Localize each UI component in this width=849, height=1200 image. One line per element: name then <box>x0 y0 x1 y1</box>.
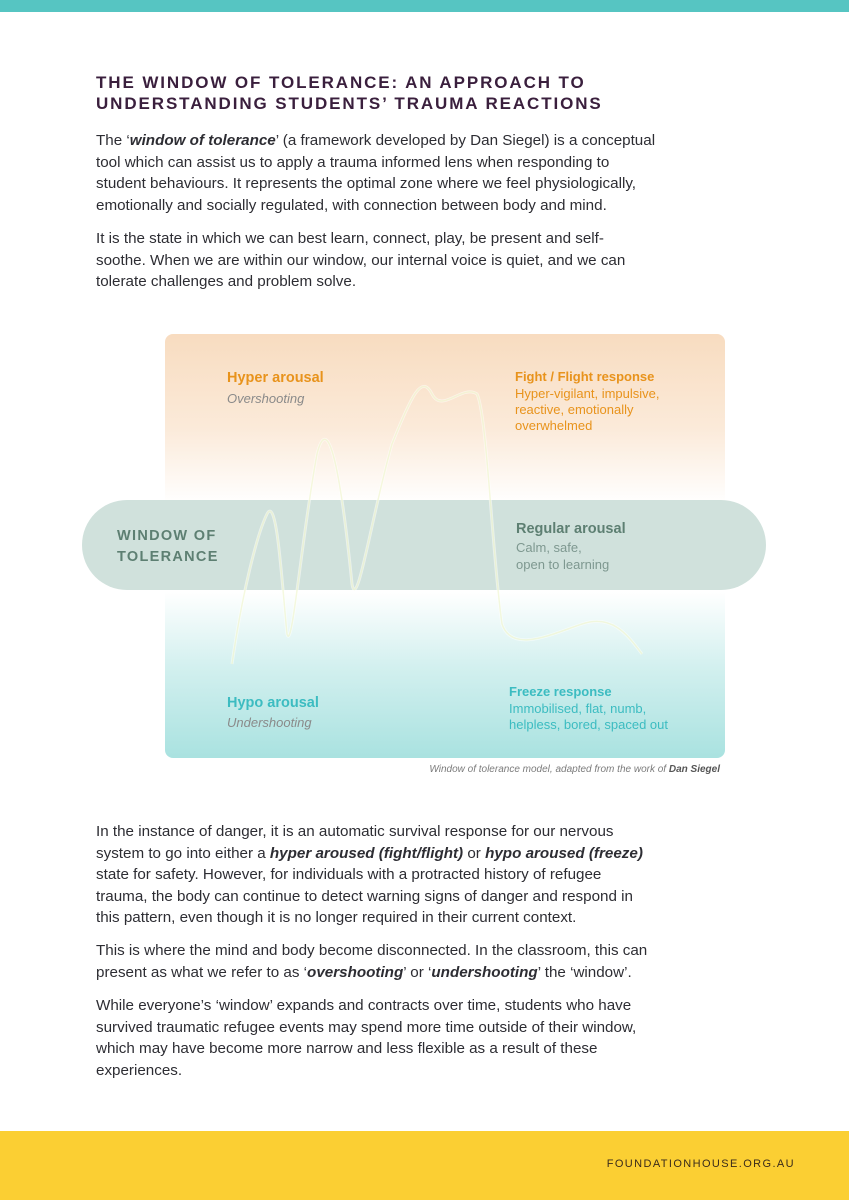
top-accent-bar <box>0 0 849 12</box>
freeze-response-description <box>509 701 668 733</box>
description-line: open to learning <box>516 557 610 572</box>
footer-website: FOUNDATIONHOUSE.ORG.AU <box>606 1158 795 1170</box>
text-line <box>96 962 756 984</box>
hyper-arousal-subtitle: Overshooting <box>227 391 305 406</box>
diagram-caption <box>96 764 720 775</box>
regular-arousal-title: Regular arousal <box>516 521 626 537</box>
description-line: Hyper-vigilant, impulsive, <box>515 386 660 401</box>
body-paragraph-3 <box>96 821 756 929</box>
description-line: helpless, bored, spaced out <box>509 717 668 732</box>
caption-author: Dan Siegel <box>668 764 720 775</box>
description-line: Immobilised, flat, numb, <box>509 701 647 716</box>
text-run: system to go into either a <box>96 844 270 862</box>
regular-arousal-description <box>516 539 609 573</box>
description-line: Calm, safe, <box>516 540 582 555</box>
hypo-arousal-title: Hypo arousal <box>227 695 319 711</box>
text-run: or <box>463 844 486 862</box>
emphasis-term: hyper aroused (fight/flight) <box>269 844 464 862</box>
intro-paragraph-2 <box>96 228 756 293</box>
freeze-response-title: Freeze response <box>509 684 612 699</box>
text-line: It is the state in which we can best learn, connect, play, be present and self- <box>96 230 604 247</box>
text-line: student behaviours. It represents the optimal zone where we feel physiologically, <box>96 175 637 193</box>
emphasis-term: overshooting <box>307 963 404 981</box>
body-paragraph-4 <box>96 940 756 983</box>
body-paragraph-5 <box>96 995 756 1081</box>
text-line <box>96 130 756 152</box>
hypo-arousal-subtitle: Undershooting <box>227 715 312 730</box>
description-line: overwhelmed <box>515 418 593 433</box>
text-line: In the instance of danger, it is an automatic survival response for our nervous <box>96 823 614 840</box>
page-title <box>96 72 756 114</box>
title-line: UNDERSTANDING STUDENTS’ TRAUMA REACTIONS <box>96 94 603 113</box>
text-line: survived traumatic refugee events may spend more time outside of their window, <box>96 1018 637 1036</box>
text-line: This is where the mind and body become disconnected. In the classroom, this can <box>96 942 648 959</box>
text-run: ’ (a framework developed by Dan Siegel) is a conceptual <box>275 132 656 149</box>
fight-flight-description <box>515 386 660 434</box>
text-line: emotionally and socially regulated, with connection between body and mind. <box>96 196 607 214</box>
window-of-tolerance-label <box>117 526 219 568</box>
window-of-tolerance-diagram <box>82 334 766 758</box>
text-run: The ‘ <box>96 132 130 149</box>
text-line: soothe. When we are within our window, our internal voice is quiet, and we can <box>96 251 626 269</box>
description-line: reactive, emotionally <box>515 402 634 417</box>
text-line: state for safety. However, for individuals with a protracted history of refugee <box>96 866 602 884</box>
hyper-arousal-title: Hyper arousal <box>227 370 324 386</box>
text-run: ’ the ‘window’. <box>537 963 632 981</box>
title-line: THE WINDOW OF TOLERANCE: AN APPROACH TO <box>96 73 586 92</box>
text-line: tool which can assist us to apply a trauma informed lens when responding to <box>96 153 610 171</box>
footer-bar <box>0 1131 849 1200</box>
text-line: this pattern, even though it is no longer required in their current context. <box>96 909 577 927</box>
text-line: While everyone’s ‘window’ expands and contracts over time, students who have <box>96 997 632 1014</box>
text-run: present as what we refer to as ‘ <box>96 963 308 981</box>
emphasis-term: hypo aroused (freeze) <box>485 844 643 862</box>
text-line: which may have become more narrow and less flexible as a result of these <box>96 1040 598 1058</box>
intro-paragraph-1 <box>96 130 756 216</box>
emphasis-term: window of tolerance <box>129 132 276 149</box>
text-run: ’ or ‘ <box>403 963 432 981</box>
text-line <box>96 843 756 865</box>
emphasis-term: undershooting <box>431 963 538 981</box>
window-label-line: WINDOW OF <box>117 528 217 544</box>
text-line: experiences. <box>96 1061 183 1079</box>
caption-text: Window of tolerance model, adapted from the work of <box>429 764 669 775</box>
text-line: tolerate challenges and problem solve. <box>96 273 357 291</box>
fight-flight-title: Fight / Flight response <box>515 369 655 384</box>
window-label-line: TOLERANCE <box>117 549 219 565</box>
text-line: trauma, the body can continue to detect warning signs of danger and respond in <box>96 887 633 905</box>
